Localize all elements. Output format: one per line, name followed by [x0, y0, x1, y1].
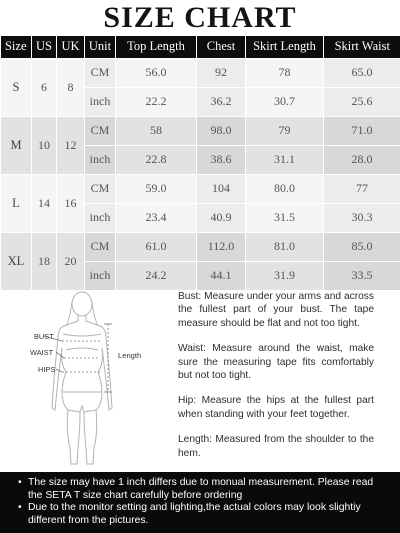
chest-cell: 104 [197, 174, 246, 203]
header-size: Size [1, 36, 32, 58]
skirt-length-cell: 31.9 [246, 261, 324, 290]
top-length-cell: 58 [116, 116, 197, 145]
waist-note: Waist: Measure around the waist, make sure the measuring tape fits comfortably but not too tight. [178, 343, 374, 382]
hip-note: Hip: Measure the hips at the fullest part when standing with your feet together. [178, 395, 374, 420]
bust-label: BUST [34, 332, 54, 341]
chest-cell: 38.6 [197, 145, 246, 174]
uk-cell: 12 [57, 116, 85, 174]
chest-cell: 112.0 [197, 232, 246, 261]
skirt-length-cell: 80.0 [246, 174, 324, 203]
skirt-length-cell: 31.1 [246, 145, 324, 174]
top-length-cell: 22.2 [116, 87, 197, 116]
header-chest: Chest [197, 36, 246, 58]
footer-note-text: Due to the monitor setting and lighting,the actual colors may look slightiy different from the pictures. [28, 502, 361, 526]
chest-cell: 92 [197, 58, 246, 87]
skirt-length-cell: 30.7 [246, 87, 324, 116]
skirt-length-cell: 31.5 [246, 203, 324, 232]
uk-cell: 20 [57, 232, 85, 290]
us-cell: 6 [32, 58, 57, 116]
top-length-cell: 59.0 [116, 174, 197, 203]
table-row [1, 116, 400, 145]
table-row [1, 58, 400, 87]
skirt-waist-cell: 33.5 [324, 261, 400, 290]
uk-cell: 16 [57, 174, 85, 232]
footer-note [18, 502, 388, 527]
bullet-icon: • [18, 477, 22, 488]
length-label: Length [118, 351, 142, 360]
header-uk: UK [57, 36, 85, 58]
bust-note: Bust: Measure under your arms and across the fullest part of your bust. The tape measure should be flat and not too tight. [178, 291, 374, 329]
table-row [1, 174, 400, 203]
skirt-waist-cell: 28.0 [324, 145, 400, 174]
size-cell: S [1, 58, 32, 116]
footer-disclaimer [0, 472, 400, 533]
chest-cell: 36.2 [197, 87, 246, 116]
top-length-cell: 23.4 [116, 203, 197, 232]
body-silhouette-illustration [0, 288, 170, 472]
unit-cell: CM [85, 58, 116, 87]
skirt-waist-cell: 85.0 [324, 232, 400, 261]
header-skirt-waist: Skirt Waist [324, 36, 400, 58]
footer-note-text: The size may have 1 inch differs due to monual measurement. Please read the SETA T size chart carefully before ordering [28, 477, 374, 501]
skirt-waist-cell: 25.6 [324, 87, 400, 116]
size-cell: M [1, 116, 32, 174]
header-skirt-length: Skirt Length [246, 36, 324, 58]
top-length-cell: 22.8 [116, 145, 197, 174]
waist-label: WAIST [30, 348, 54, 357]
unit-cell: CM [85, 174, 116, 203]
chest-cell: 98.0 [197, 116, 246, 145]
table-row [1, 232, 400, 261]
chest-cell: 44.1 [197, 261, 246, 290]
unit-cell: inch [85, 261, 116, 290]
measurement-notes [178, 290, 374, 472]
top-length-cell: 56.0 [116, 58, 197, 87]
length-note: Length: Measured from the shoulder to the hem. [178, 434, 374, 459]
skirt-waist-cell: 77 [324, 174, 400, 203]
page-title: SIZE CHART [103, 1, 297, 34]
unit-cell: inch [85, 203, 116, 232]
footer-note [18, 477, 388, 502]
unit-cell: inch [85, 145, 116, 174]
header-us: US [32, 36, 57, 58]
us-cell: 10 [32, 116, 57, 174]
size-cell: L [1, 174, 32, 232]
bullet-icon: • [18, 502, 22, 514]
body-measurement-figure [0, 288, 170, 472]
chest-cell: 40.9 [197, 203, 246, 232]
hips-label: HIPS [38, 365, 56, 374]
unit-cell: CM [85, 116, 116, 145]
skirt-waist-cell: 71.0 [324, 116, 400, 145]
top-length-cell: 24.2 [116, 261, 197, 290]
us-cell: 18 [32, 232, 57, 290]
skirt-waist-cell: 65.0 [324, 58, 400, 87]
uk-cell: 8 [57, 58, 85, 116]
header-unit: Unit [85, 36, 116, 58]
skirt-length-cell: 79 [246, 116, 324, 145]
table-header-row [1, 36, 400, 58]
unit-cell: inch [85, 87, 116, 116]
size-cell: XL [1, 232, 32, 290]
skirt-waist-cell: 30.3 [324, 203, 400, 232]
size-chart-table [0, 36, 400, 291]
top-length-cell: 61.0 [116, 232, 197, 261]
skirt-length-cell: 81.0 [246, 232, 324, 261]
skirt-length-cell: 78 [246, 58, 324, 87]
header-top-length: Top Length [116, 36, 197, 58]
unit-cell: CM [85, 232, 116, 261]
us-cell: 14 [32, 174, 57, 232]
